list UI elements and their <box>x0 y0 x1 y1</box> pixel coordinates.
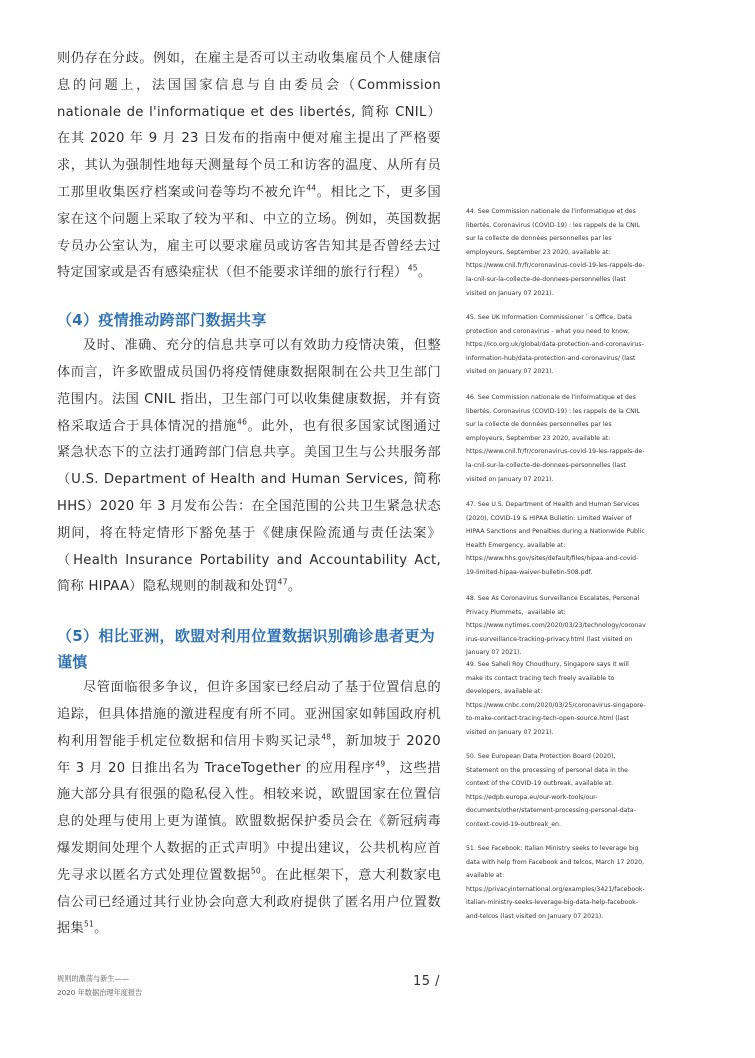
footnote-ref-51[interactable]: 51 <box>83 919 95 929</box>
paragraph-location-data: 尽管面临很多争议，但许多国家已经启动了基于位置信息的追踪，但具体措施的激进程度有所不同。亚洲国家如韩国政府机构利用智能手机定位数据和信用卡购买记录$^{48}$，新加坡于 2020 年 3 月 20 日推出名为 TraceTogether 的应用程序$^{49}$，这些措施大部分具有很强的隐私侵入性。相较来说，欧盟国家在位置信息的处理与使用上更为谨慎。欧盟数据保护委员会在《新冠病毒爆发期间处理个人数据的正式声明》中提出建议，公共机构应首先寻求以匿名方式处理位置数据$^{50}$。在此框架下，意大利数家电信公司已经通过其行业协会向意大利政府提供了匿名用户位置数据集$^{51}$。 <box>57 680 442 937</box>
footnote-45: 45. See UK Information Commissioner＇s Office, Data protection and coronavirus - what you need to know, https://ico.org.uk/global/data-protection-and-coronavirus-information-hub/data-protection-and-coronavirus/ (last visited on January 07 2021). <box>466 314 644 376</box>
section-heading-4: （4）疫情推动跨部门数据共享 <box>57 311 267 330</box>
footnote-48: 48. See As Coronavirus Surveillance Escalates, Personal Privacy Plummets，available at: https://www.nytimes.com/2020/03/23/technology/coronavirus-surveillance-tracking-privacy.html (last visited on January 07 2021). <box>466 595 646 657</box>
footnote-44: 44. See Commission nationale de l'informatique et des libertés, Coronavirus (COVID-19) : les rappels de la CNIL sur la collecte de données personnelles par les employeurs, September 23 2020, available at: https://www.cnil.fr/fr/coronavirus-covid-19-les-rappels-de-la-cnil-sur-la-collecte-de-donnees-personnelles (last visited on January 07 2021). <box>466 208 645 297</box>
footnote-51: 51. See Facebook: Italian Ministry seeks to leverage big data with help from Facebook and telcos, March 17 2020, available at: https://privacyinternational.org/examples/3421/facebook-italian-ministry-seeks-leverage-big-data-help-facebook-and-telcos (last visited on January 07 2021). <box>466 845 645 920</box>
footnote-ref-45[interactable]: 45 <box>407 263 418 273</box>
footnote-ref-47[interactable]: 47 <box>277 577 288 587</box>
footnote-50: 50. See European Data Protection Board (2020), Statement on the processing of personal data in the context of the COVID-19 outbreak, available at: https://edpb.europa.eu/our-work-tools/our-documents/other/statement-processing-personal-data-context-covid-19-outbreak_en. <box>466 753 636 828</box>
footnote-46: 46. See Commission nationale de l'informatique et des libertés, Coronavirus (COVID-19) : les rappels de la CNIL sur la collecte de données personnelles par les employeurs, September 23 2020, available at: https://www.cnil.fr/fr/coronavirus-covid-19-les-rappels-de-la-cnil-sur-la-collecte-de-donnees-personnelles (last visited on January 07 2021). <box>466 394 645 483</box>
page-number: 15 / <box>413 974 441 989</box>
footnote-ref-46[interactable]: 46 <box>237 417 248 427</box>
paragraph-employer-health-data: 则仍存在分歧。例如，在雇主是否可以主动收集雇员个人健康信息的问题上，法国国家信息与自由委员会（Commission nationale de l'informatique et des libertés, 简称 CNIL）在其 2020 年 9 月 23 日发布的指南中便对雇主提出了严格要求，其认为强制性地每天测量每个员工和访客的温度、从所有员工那里收集医疗档案或问卷等均不被允许$^{44}$。相比之下，更多国家在这个问题上采取了较为平和、中立的立场。例如，英国数据专员办公室认为，雇主可以要求雇员或访客告知其是否曾经去过特定国家或是否有感染症状（但不能要求详细的旅行行程）$^{45}$。 <box>57 51 442 281</box>
footnote-ref-48[interactable]: 48 <box>321 732 332 742</box>
paragraph-data-sharing: 及时、准确、充分的信息共享可以有效助力疫情决策，但整体而言，许多欧盟成员国仍将疫情健康数据限制在公共卫生部门范围内。法国 CNIL 指出，卫生部门可以收集健康数据，并有资格采取适合于具体情况的措施$^{46}$。此外，也有很多国家试图通过紧急状态下的立法打通跨部门信息共享。美国卫生与公共服务部（U.S. Department of Health and Human Services, 简称 HHS）2020 年 3 月发布公告：在全国范围的公共卫生紧急状态期间，将在特定情形下豁免基于《健康保险流通与责任法案》（Health Insurance Portability and Accountability Act, 简称 HIPAA）隐私规则的制裁和处罚$^{47}$。 <box>57 338 441 595</box>
footer-report-title <box>57 972 142 1000</box>
footnote-ref-49[interactable]: 49 <box>375 759 386 769</box>
footer-line-2: 2020 年数据治理年度报告 <box>57 988 143 997</box>
footnote-ref-50[interactable]: 50 <box>250 866 261 876</box>
main-column <box>57 46 441 943</box>
footnote-49: 49. See Saheli Roy Choudhury, Singapore says it will make its contact tracing tech freely available to developers, available at: https://www.cnbc.com/2020/03/25/coronavirus-singapore-to-make-contact-tracing-tech-open-source.html (last visited on January 07 2021). <box>466 661 646 736</box>
footer-line-1: 规则的激荡与新生—— <box>57 974 129 983</box>
section-heading-5: （5）相比亚洲，欧盟对利用位置数据识别确诊患者更为谨慎 <box>57 627 435 672</box>
footnote-47: 47. See U.S. Department of Health and Human Services (2020), COVID-19 & HIPAA Bulletin: Limited Waiver of HIPAA Sanctions and Penalties during a Nationwide Public Health Emergency, available at: https://www.hhs.gov/sites/default/files/hipaa-and-covid-19-limited-hipaa-waiver-bulletin-508.pdf. <box>466 501 645 576</box>
footnote-ref-44[interactable]: 44 <box>306 183 317 193</box>
